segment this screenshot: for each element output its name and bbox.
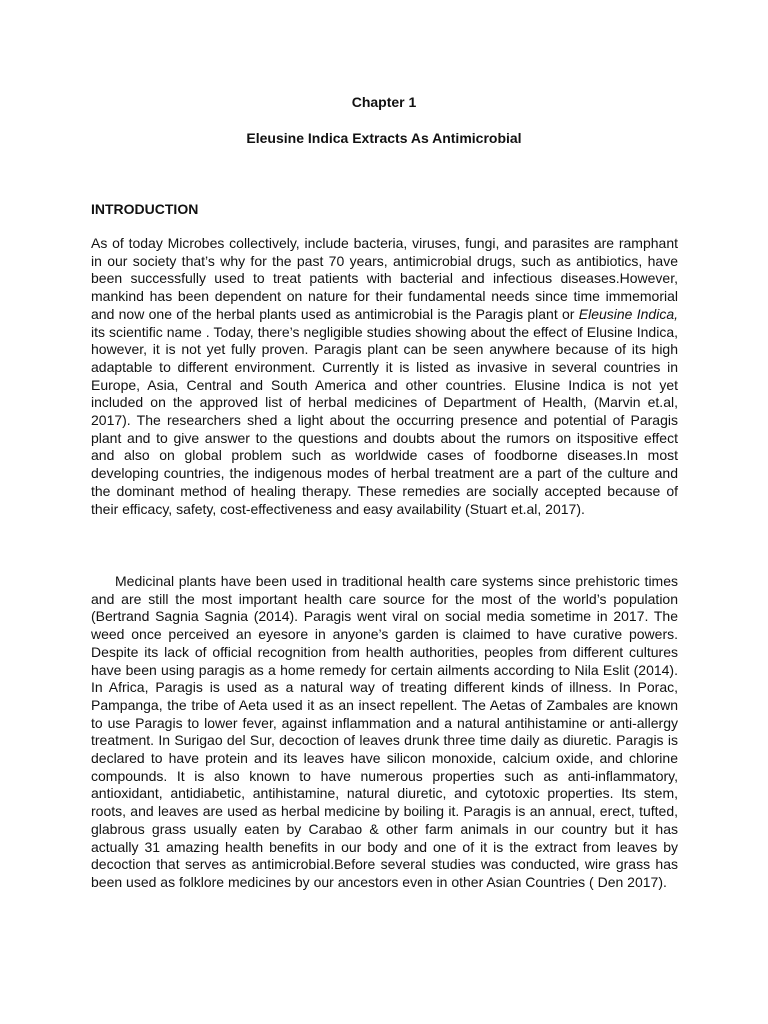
introduction-paragraph-1 [91,235,678,518]
chapter-title: Eleusine Indica Extracts As Antimicrobial [246,130,522,146]
introduction-paragraph-2: Medicinal plants have been used in traditional health care systems since prehistoric times and are still the most important health care source for the most of the world’s population (Bertrand Sagnia Sagnia (2014). Paragis went viral on social media sometime in 2017. The weed once perceived an eyesore in anyone’s garden is claimed to have curative powers. Despite its lack of official recognition from health authorities, peoples from different cultures have been using paragis as a home remedy for certain ailments according to Nila Eslit (2014). In Africa, Paragis is used as a natural way of treating different kinds of illness. In Porac, Pampanga, the tribe of Aeta used it as an insect repellent. The Aetas of Zambales are known to use Paragis to lower fever, against inflammation and a natural antihistamine or anti-allergy treatment. In Surigao del Sur, decoction of leaves drunk three time daily as diuretic. Paragis is declared to have protein and its leaves have silicon monoxide, calcium oxide, and chlorine compounds. It is also known to have numerous properties such as anti-inflammatory, antioxidant, antidiabetic, antihistamine, natural diuretic, and cytotoxic properties. Its stem, roots, and leaves are used as herbal medicine by boiling it. Paragis is an annual, erect, tufted, glabrous grass usually eaten by Carabao & other farm animals in our country but it has actually 31 amazing health benefits in our body and one of it is the extract from leaves by decoction that serves as antimicrobial.Before several studies was conducted, wire grass has been used as folklore medicines by our ancestors even in other Asian Countries ( Den 2017). [91,573,678,890]
paragraph-1-text-a: As of today Microbes collectively, include bacteria, viruses, fungi, and parasites are ramphant in our society that’s why for the past 70 years, antimicrobial drugs, such as antibiotics, have been successfully used to treat patients with bacterial and infectious diseases.However, mankind has been dependent on nature for their fundamental needs since time immemorial and now one of the herbal plants used as antimicrobial is the Paragis plant or [91,235,678,322]
chapter-label: Chapter 1 [351,94,417,110]
scientific-name: Eleusine Indica, [578,305,678,322]
paragraph-1-text-b: its scientific name . Today, there’s negligible studies showing about the effect of Elusine Indica, however, it is not yet fully proven. Paragis plant can be seen anywhere because of its high adaptable to different environment. Currently it is listed as invasive in several countries in Europe, Asia, Central and South America and other countries. Elusine Indica is not yet included on the approved list of herbal medicines of Department of Health, (Marvin et.al, 2017). The researchers shed a light about the occurring presence and potential of Paragis plant and to give answer to the questions and doubts about the rumors on itspositive effect and also on global problem such as worldwide cases of foodborne diseases.In most developing countries, the indigenous modes of herbal treatment are a part of the culture and the dominant method of healing therapy. These remedies are socially accepted because of their efficacy, safety, cost-effectiveness and easy availability (Stuart et.al, 2017). [91,323,678,517]
section-heading: INTRODUCTION [91,201,199,217]
